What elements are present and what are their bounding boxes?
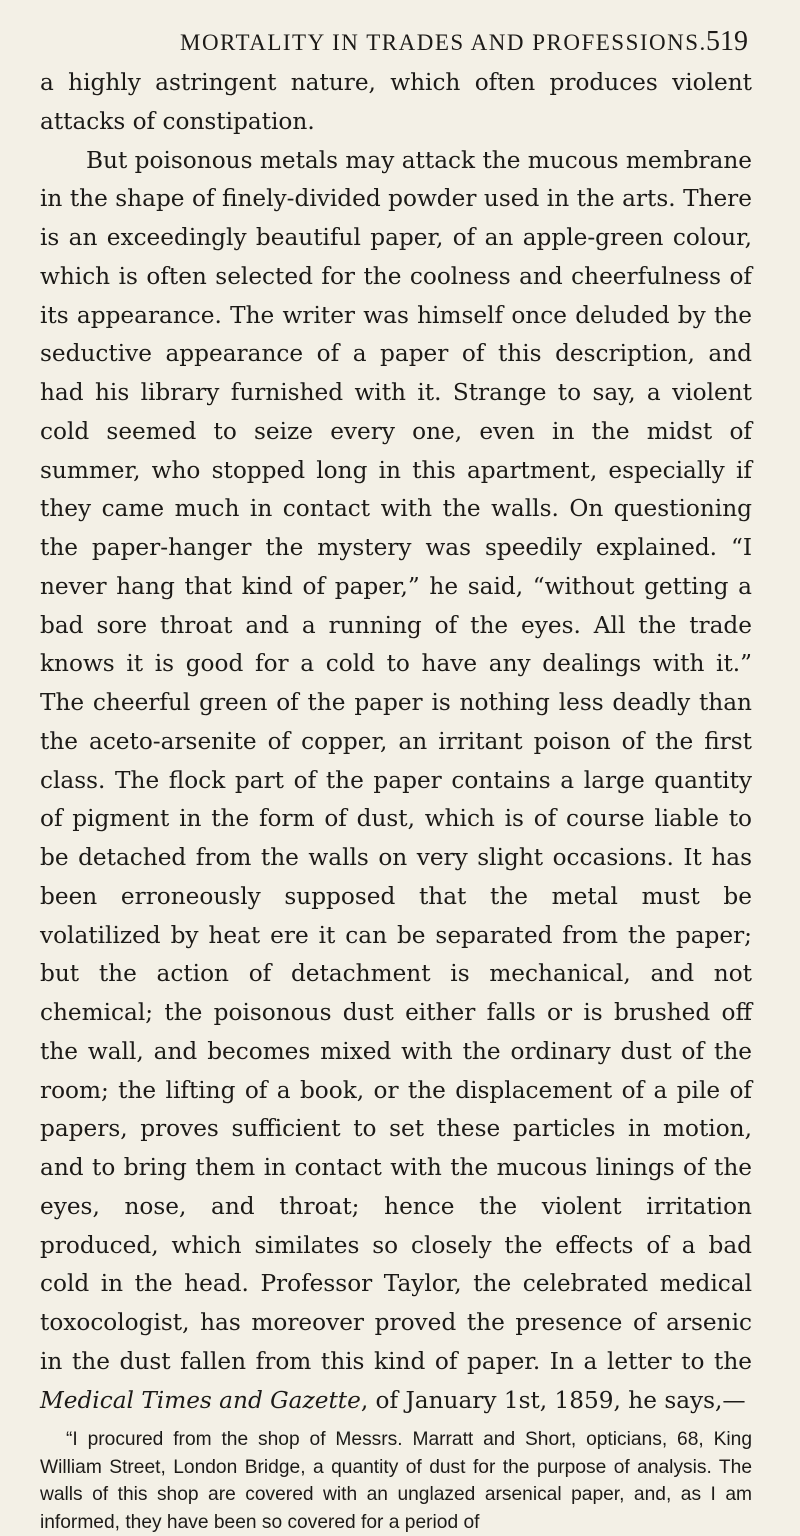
main-paragraph-text: But poisonous metals may attack the mucous membrane in the shape of finely-divided powder used in the arts. There is an exceedingly beautiful paper, of an apple-green colour, which is often selected for the coolness and cheerfulness of its appearance. The writer was himself once deluded by the seductive appearance of a paper of this description, and had his library furnished with it. Strange to say, a violent cold seemed to seize every one, even in the midst of summer, who stopped long in this apartment, especially if they came much in contact with the walls. On questioning the paper-hanger the mystery was speedily explained. “I never hang that kind of paper,” he said, “without getting a bad sore throat and a running of the eyes. All the trade knows it is good for a cold to have any dealings with it.” The cheerful green of the paper is nothing less deadly than the aceto-arsenite of copper, an irritant poison of the first class. The flock part of the paper contains a large quantity of pigment in the form of dust, which is of course liable to be detached from the walls on very slight occasions. It has been erroneously supposed that the metal must be volatilized by heat ere it can be separated from the paper; but the action of detachment is mechanical, and not chemical; the poisonous dust either falls or is brushed off the wall, and becomes mixed with the ordinary dust of the room; the lifting of a book, or the displacement of a pile of papers, proves sufficient to set these particles in motion, and to bring them in contact with the mucous linings of the eyes, nose, and throat; hence the violent irritation produced, which similates so closely the effects of a bad cold in the head. Professor Taylor, the celebrated medical toxocologist, has moreover proved the presence of arsenic in the dust fallen from this kind of paper. In a letter to the (40, 146, 752, 1375)
main-paragraph (40, 142, 752, 1421)
journal-title: Medical Times and Gazette (40, 1386, 361, 1414)
quotation-block: “I procured from the shop of Messrs. Marratt and Short, opticians, 68, King William Street, London Bridge, a quantity of dust for the purpose of analysis. The walls of this shop are covered with an unglazed arsenical paper, and, as I am informed, they have been so covered for a period of (40, 1429, 752, 1533)
running-head (40, 24, 752, 64)
running-head-title: MORTALITY IN TRADES AND PROFESSIONS. (180, 30, 707, 55)
main-paragraph-ending: , of January 1st, 1859, he says,— (360, 1386, 746, 1414)
page-number: 519 (706, 26, 748, 57)
body-text (40, 64, 752, 1420)
continued-paragraph: a highly astringent nature, which often produces violent attacks of constipation. (40, 69, 752, 135)
